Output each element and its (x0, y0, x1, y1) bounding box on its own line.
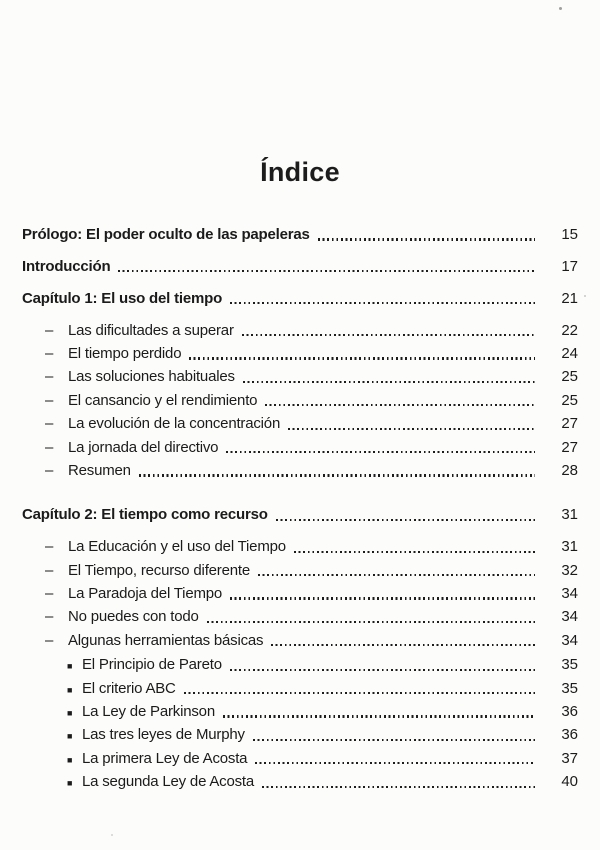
toc-entry (22, 255, 578, 278)
toc-entry (22, 770, 578, 793)
square-bullet-icon: ■ (67, 731, 73, 742)
page-number: 25 (561, 391, 578, 409)
page-number: 35 (561, 679, 578, 697)
toc-entry (22, 535, 578, 558)
square-bullet-icon: ■ (67, 778, 73, 789)
toc-entry (22, 459, 578, 482)
dot-leader-icon (262, 786, 535, 788)
entry-label: Algunas herramientas básicas (68, 631, 264, 649)
dash-bullet-icon: – (45, 415, 54, 433)
dash-bullet-icon: – (45, 321, 54, 339)
entry-label: Las tres leyes de Murphy (82, 726, 245, 744)
entry-label: El Principio de Pareto (82, 656, 222, 674)
page-number: 36 (561, 726, 578, 744)
toc-entry (22, 319, 578, 342)
dot-leader-icon (242, 334, 535, 336)
toc-entry (22, 342, 578, 365)
toc-entry (22, 559, 578, 582)
page-title: Índice (260, 157, 340, 187)
page-number: 36 (561, 703, 578, 721)
page-number: 22 (561, 321, 578, 339)
entry-label: No puedes con todo (68, 608, 199, 626)
dash-bullet-icon: – (45, 462, 54, 480)
dot-leader-icon (258, 574, 535, 576)
scan-speck (111, 834, 113, 836)
toc-entry (22, 389, 578, 412)
page-number: 24 (561, 345, 578, 363)
page-number: 27 (561, 438, 578, 456)
dash-bullet-icon: – (45, 538, 54, 556)
entry-label: El criterio ABC (82, 679, 176, 697)
toc-entry (22, 723, 578, 746)
page-number: 34 (561, 585, 578, 603)
toc-list (0, 223, 600, 794)
toc-entry (22, 747, 578, 770)
dot-leader-icon (243, 381, 535, 383)
dot-leader-icon (230, 597, 535, 599)
entry-label: La jornada del directivo (68, 438, 219, 456)
toc-entry (22, 629, 578, 652)
dot-leader-icon (265, 404, 535, 406)
dot-leader-icon (118, 270, 535, 272)
toc-entry (22, 605, 578, 628)
dash-bullet-icon: – (45, 438, 54, 456)
scan-speck (584, 295, 586, 297)
toc-entry (22, 677, 578, 700)
entry-label: Capítulo 1: El uso del tiempo (22, 289, 223, 307)
page-number: 28 (561, 462, 578, 480)
entry-label: La primera Ley de Acosta (82, 749, 248, 767)
entry-label: Capítulo 2: El tiempo como recurso (22, 506, 268, 524)
dash-bullet-icon: – (45, 561, 54, 579)
page-number: 31 (561, 538, 578, 556)
toc-entry (22, 700, 578, 723)
page-number: 17 (561, 257, 578, 275)
dot-leader-icon (207, 621, 535, 623)
entry-label: Introducción (22, 257, 111, 275)
entry-label: La segunda Ley de Acosta (82, 773, 255, 791)
dot-leader-icon (255, 762, 535, 764)
entry-label: Las dificultades a superar (68, 321, 234, 339)
toc-entry (22, 653, 578, 676)
dot-leader-icon (288, 428, 535, 430)
dot-leader-icon (318, 238, 535, 240)
entry-label: Prólogo: El poder oculto de las papeleras (22, 226, 310, 243)
dot-leader-icon (226, 451, 535, 453)
toc-entry (22, 503, 578, 526)
dot-leader-icon (253, 739, 535, 741)
entry-label: La Ley de Parkinson (82, 703, 215, 721)
dot-leader-icon (294, 551, 535, 553)
dot-leader-icon (230, 669, 535, 671)
square-bullet-icon: ■ (67, 708, 73, 719)
square-bullet-icon: ■ (67, 684, 73, 695)
toc-entry (22, 582, 578, 605)
page-number: 40 (561, 773, 578, 791)
dash-bullet-icon: – (45, 608, 54, 626)
toc-entry (22, 287, 578, 310)
page-number: 32 (561, 561, 578, 579)
entry-label: El tiempo perdido (68, 345, 182, 363)
dot-leader-icon (189, 357, 535, 359)
dot-leader-icon (276, 519, 535, 521)
page-number: 37 (561, 749, 578, 767)
toc-entry (22, 223, 578, 246)
entry-label: Las soluciones habituales (68, 368, 235, 386)
square-bullet-icon: ■ (67, 754, 73, 765)
dash-bullet-icon: – (45, 391, 54, 409)
dash-bullet-icon: – (45, 368, 54, 386)
page-number: 15 (561, 226, 578, 243)
page-number: 21 (561, 289, 578, 307)
page-number: 34 (561, 631, 578, 649)
dash-bullet-icon: – (45, 585, 54, 603)
entry-label: El Tiempo, recurso diferente (68, 561, 250, 579)
dash-bullet-icon: – (45, 345, 54, 363)
page-number: 35 (561, 656, 578, 674)
toc-entry (22, 365, 578, 388)
page-number: 27 (561, 415, 578, 433)
dot-leader-icon (223, 715, 535, 717)
page-number: 25 (561, 368, 578, 386)
page-number: 34 (561, 608, 578, 626)
page-number: 31 (561, 506, 578, 524)
dot-leader-icon (230, 302, 535, 304)
entry-label: La Educación y el uso del Tiempo (68, 538, 286, 556)
entry-label: La evolución de la concentración (68, 415, 281, 433)
entry-label: La Paradoja del Tiempo (68, 585, 223, 603)
scan-speck (559, 7, 562, 10)
dot-leader-icon (139, 474, 535, 476)
entry-label: Resumen (68, 462, 131, 480)
toc-entry (22, 412, 578, 435)
toc-entry (22, 436, 578, 459)
dot-leader-icon (271, 644, 535, 646)
entry-label: El cansancio y el rendimiento (68, 391, 258, 409)
square-bullet-icon: ■ (67, 661, 73, 672)
dash-bullet-icon: – (45, 631, 54, 649)
dot-leader-icon (184, 692, 535, 694)
